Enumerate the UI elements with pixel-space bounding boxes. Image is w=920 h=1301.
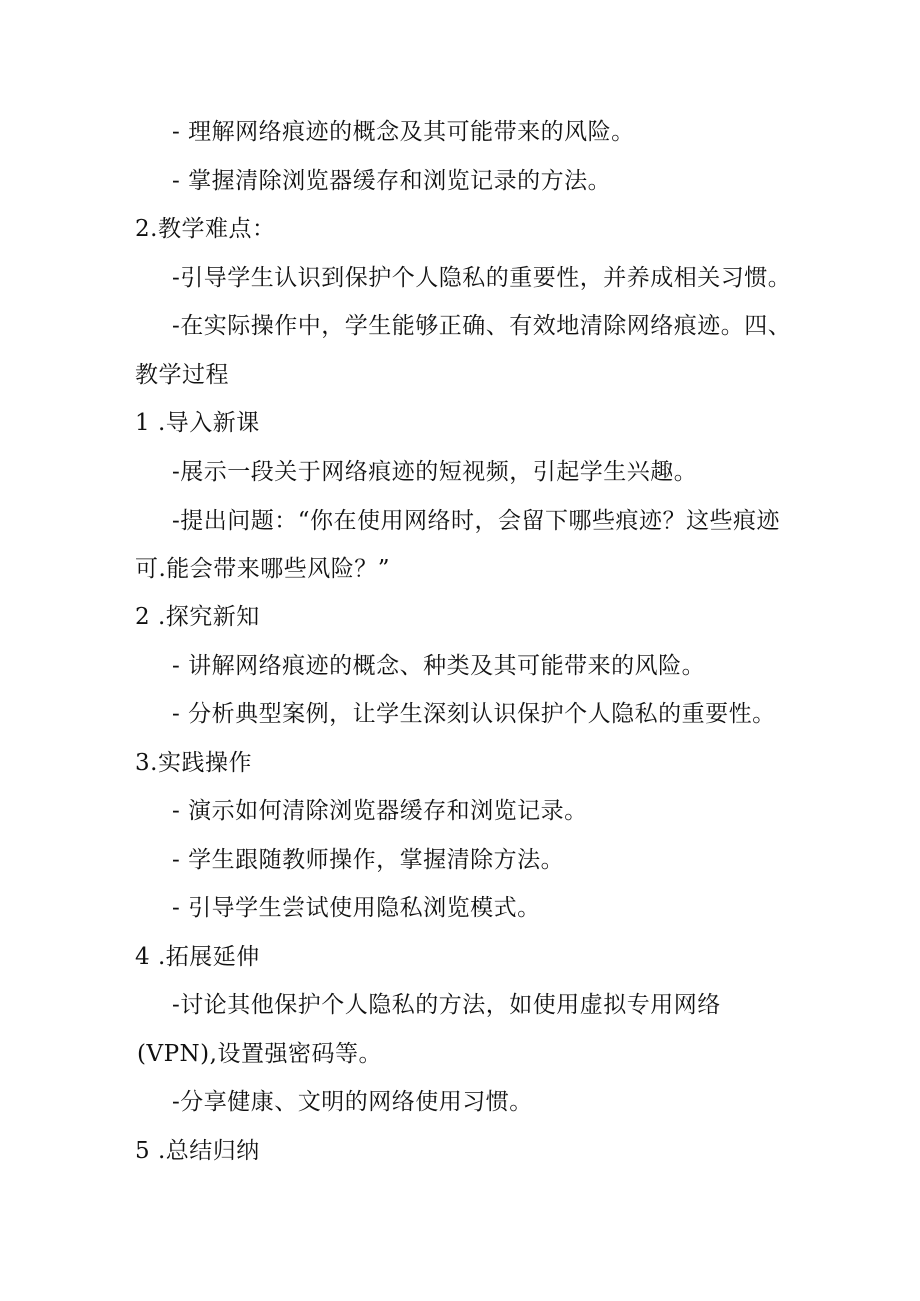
bullet-private-mode: - 引导学生尝试使用隐私浏览模式。: [172, 895, 541, 921]
heading-explore-new: 2 .探究新知: [135, 604, 260, 630]
bullet-explain-concepts: - 讲解网络痕迹的概念、种类及其可能带来的风险。: [172, 653, 706, 679]
bullet-show-video: -展示一段关于网络痕迹的短视频，引起学生兴趣。: [172, 459, 698, 485]
bullet-clear-cache-method: - 掌握清除浏览器缓存和浏览记录的方法。: [172, 168, 612, 194]
heading-summary: 5 .总结归纳: [135, 1138, 260, 1164]
heading-practice: 3.实践操作: [135, 750, 252, 776]
heading-intro-lesson: 1 .导入新课: [135, 410, 260, 436]
bullet-analyze-cases: - 分析典型案例，让学生深刻认识保护个人隐私的重要性。: [172, 701, 776, 727]
bullet-discuss-methods-cont: (VPN),设置强密码等。: [137, 1041, 382, 1067]
heading-extension: 4 .拓展延伸: [135, 944, 260, 970]
bullet-share-habits: -分享健康、文明的网络使用习惯。: [172, 1089, 533, 1115]
heading-teaching-difficulties: 2.教学难点：: [135, 216, 276, 242]
bullet-discuss-methods: -讨论其他保护个人隐私的方法，如使用虚拟专用网络: [172, 992, 721, 1018]
bullet-privacy-importance: -引导学生认识到保护个人隐私的重要性，并养成相关习惯。: [172, 265, 792, 291]
bullet-raise-question: -提出问题：“你在使用网络时，会留下哪些痕迹？这些痕迹: [172, 508, 781, 534]
bullet-understand-traces: - 理解网络痕迹的概念及其可能带来的风险。: [172, 119, 635, 145]
bullet-raise-question-cont: 可.能会带来哪些风险？”: [135, 556, 391, 582]
bullet-demo-clearing: - 演示如何清除浏览器缓存和浏览记录。: [172, 798, 588, 824]
bullet-practical-clearing: -在实际操作中，学生能够正确、有效地清除网络痕迹。四、: [172, 313, 792, 339]
bullet-students-follow: - 学生跟随教师操作，掌握清除方法。: [172, 847, 565, 873]
heading-teaching-process: 教学过程: [135, 362, 229, 388]
